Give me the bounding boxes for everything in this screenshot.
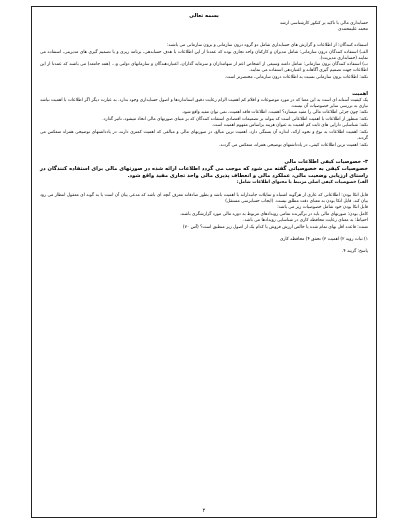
paragraph-materiality-note-1: نکته: چون جزئی اطلاعات مالی را مفید میسازد؟ اهمیت. اطلاعات فاقد اهمیت، نمی توان مفید واقع شود.: [181, 110, 368, 116]
paragraph-materiality-note-3: نکته: شناسایی دارایی های ثابت کم اهمیت به عنوان هزینه براساس مفهوم اهمیت است.: [211, 123, 368, 129]
spacer: [40, 149, 368, 159]
test-options: ۱) ثبات رویه ۲) اهمیت ۳) تحقق ۴) محافظه کاری: [279, 236, 368, 242]
spacer: [40, 33, 368, 43]
paragraph-prudence: احتیاط: به معنای رعایت محافظه کاری در شناسایی رویدادها می باشد.: [243, 218, 368, 224]
course-title: حسابداری مالی با تاکید بر کنکور کارشناسی ارشد: [279, 20, 368, 26]
test-answer: پاسخ: گزینه ۴.: [342, 248, 368, 254]
paragraph-materiality-definition: یک کیفیت آستانه ای است به این معنا که در مورد موضوعات و اقلام کم اهمیت الزام رعایت دقیق استانداردها و اصول حسابداری وجود ندارد. به عبارت دیگر اگر اطلاعات با اهمیت نباشد نیازی به بررسی سایر خصوصیات آن نیست.: [40, 97, 368, 109]
paragraph-materiality-note-5: نکته: اهمیت ترین اطلاعات کیفی، در یادداشتهای توضیحی همراه، منعکس می گردند.: [219, 142, 368, 148]
document-page: [31, 6, 377, 518]
paragraph-primary-qualities: الف) خصوصیات کیفی اصلی مرتبط با محتوای اطلاعات شامل:: [236, 180, 368, 186]
paragraph-users-note: نکته: اطلاعات برون سازمانی نسبت به اطلاعات درون سازمانی، مختصرتر است.: [224, 74, 368, 80]
section-title-materiality: اهمیت: [352, 90, 368, 97]
paragraph-materiality-note-4: نکته: اهمیت اطلاعات به نوع و نحوه ارائه، اندازه آن بستگی دارد. اهمیت ترین مبالغ، در صورتهای مالی و مبالغی که اهمیت کمتری دارند، در یادداشتهای توضیحی همراه منعکس می گردند.: [40, 129, 368, 142]
paragraph-completeness: کامل بودن: صورتهای مالی باید در برگیرنده تمامی رویدادهای مربوط به دوره مالی مورد گزارشگری باشند.: [179, 211, 368, 217]
section-title-qualitative: ۳- خصوصیات کیفی اطلاعات مالی: [284, 158, 368, 165]
paragraph-reliability-includes: قابل اتکا بودن خود شامل خصوصیات زیر می باشد:: [277, 205, 368, 211]
page-number: ۴: [202, 508, 206, 514]
author-name: محمد علیمحمدی: [338, 27, 368, 33]
page-content: [40, 13, 368, 501]
paragraph-external-users: ب) استفاده کنندگان برون سازمانی: شامل دامنه وسیعی از اشخاص اعم از سهامداران و سرمایه گذاران، اعتباردهندگان و سازمانهای دولتی و... (همه جامعه) می باشند که عمدتا از این اطلاعات جهت تصمیم گیری آگاهانه و اعتباردهی استفاده می نمایند.: [40, 62, 368, 74]
paragraph-materiality-note-2: نکته: منظور از اطلاعات با اهمیت اطلاعاتی است که بتواند بر تصمیمات اقتصادی استفاده کنندگان که بر مبنای صورتهای مالی اتخاذ میشود، تاثیر گذارد.: [102, 116, 368, 122]
paragraph-users-intro: استفاده کنندگان: از اطلاعات و گزارش های حسابداری شامل دو گروه درون سازمانی و برون سازمانی می باشند:: [166, 43, 368, 49]
paragraph-reliability: قابل اتکا بودن: اطلاعاتی که عاری از هرگونه اشتباه و تمایلات جانبدارانه با اهمیت باشد و بطور صادقانه معرف آنچه ای باشد که مدعی بیان آن است یا به گونه ای معقول انتظار می رود بیان کند. قابل اتکا بودن به معنای دقت مطلق نیست. (ایجاب حسابرسی مستقل): [40, 192, 368, 204]
paragraph-test-question: تست: قاعده اقل بهای تمام شده یا خالص ارزش فروش با کدام یک از اصول زیر منطبق است؟ (آس ۷۰): [182, 224, 368, 230]
paragraph-qualitative-definition: خصوصیات کیفی به خصوصیاتی گفته می شود که موجب می گردد اطلاعات ارائه شده در صورتهای مالی برای استفاده کنندگان در راستای ارزیابی وضعیت مالی، عملکرد مالی و انعطاف پذیری مالی واحد تجاری مفید واقع شود.: [40, 165, 368, 179]
spacer: [40, 81, 368, 91]
paragraph-internal-users: الف) استفاده کنندگان درون سازمانی: شامل مدیران و کارکنان واحد تجاری بوده که عمدتا از این اطلاعات با هدف حسابدهی، برنامه ریزی و یا تصمیم گیری های مدیریتی، استفاده می نمایند (حسابداری مدیریت).: [40, 49, 368, 61]
bismillah-heading: بسمه تعالی: [189, 13, 219, 19]
